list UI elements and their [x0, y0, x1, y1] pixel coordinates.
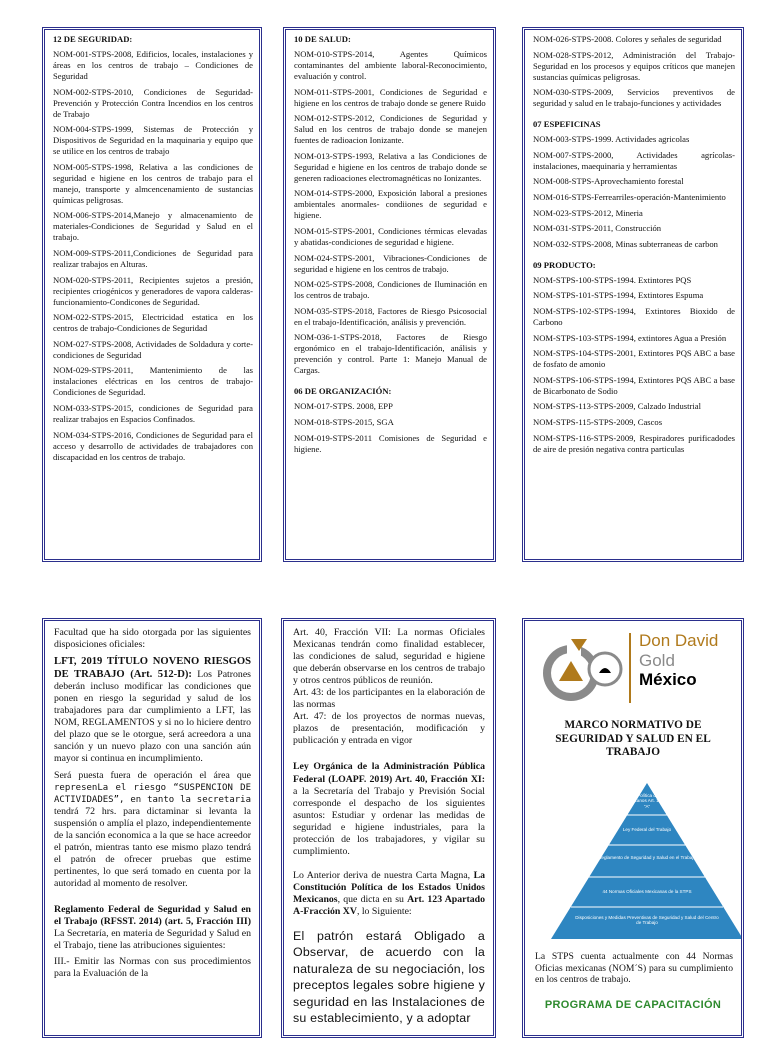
carta-c: , lo Siguiente: — [356, 905, 412, 917]
suspension-paragraph — [54, 770, 251, 891]
brand-line-2: Gold — [639, 650, 675, 670]
carta-b: , que dicta en su — [337, 893, 408, 905]
nom-producto-item: NOM-STPS-103-STPS-1994, extintores Agua a Presión — [533, 332, 727, 343]
panel-seguridad — [42, 27, 262, 562]
nom-producto-item: NOM-STPS-116-STPS-2009, Respiradores purificadodes de aire de presión negativa contra particulas — [533, 432, 735, 454]
loapf-text: a la Secretaría del Trabajo y Previsión Social corresponde el despacho de los siguientes asuntos: Estudiar y ordenar las medidas de seguridad e higiene industriales, para la protección de los trabajadores, y vigilar su cumplimiento. — [293, 785, 485, 857]
pyramid-level-5: Disposiciones y Medidas Preventivas de Seguridad y Salud del Centro de Trabajo — [575, 915, 719, 926]
nom-salud-item: NOM-013-STPS-1993, Relativa a las Condiciones de Seguridad e higiene en los centros de trabajo donde se generen radioaciones electromagnéticas no Ionizantes. — [294, 150, 487, 183]
nom-especifica-item: NOM-007-STPS-2000, Actividades agrícolas-instalaciones, maequinaria y herramientas — [533, 149, 735, 171]
program-title: PROGRAMA DE CAPACITACIÓN — [544, 999, 722, 1011]
heading-salud: 10 DE SALUD: — [294, 34, 351, 44]
nom-salud-item: NOM-012-STPS-2012, Condiciones de Seguridad y Salud en los centros de trabajo donde se manejen fuentes de radioacion Ionizante. — [294, 113, 487, 146]
nom-organizacion-item: NOM-028-STPS-2012, Administración del Trabajo-Seguridad en los procesos y equipos críticos que manejen sustancias químicas peligrosas. — [533, 49, 735, 82]
nom-producto-item: NOM-STPS-104-STPS-2001, Extintores PQS ABC a base de fosfato de amonio — [533, 348, 735, 370]
logo-emblem-icon — [537, 629, 637, 709]
nom-organizacion-item: NOM-019-STPS-2011 Comisiones de Seguridad e higiene. — [294, 432, 487, 454]
lft-title: LFT, 2019 TÍTULO NOVENO RIESGOS DE TRABAJO (Art. 512-D): — [54, 656, 251, 681]
nom-seguridad-item: NOM-005-STPS-1998, Relativa a las condiciones de seguridad e higiene en los centros de trabajo para el manejo, transporte y almcencenamiento de sustancias químicas peligrosas. — [53, 161, 253, 205]
intro-text: Facultad que ha sido otorgada por las siguientes disposiciones oficiales: — [54, 627, 251, 651]
nom-salud-item: NOM-024-STPS-2001, Vibraciones-Condiciones de seguridad e higiene en los centros de trabajo. — [294, 252, 487, 274]
panel-salud — [283, 27, 496, 562]
panel-especificas-producto — [522, 27, 744, 562]
heading-especificas: 07 ESPEFICINAS — [533, 119, 601, 130]
nom-especifica-item: NOM-031-STPS-2011, Construcción — [533, 223, 662, 234]
nom-seguridad-item: NOM-022-STPS-2015, Electricidad estatica en los centros de trabajo-Condiciones de Seguridad — [53, 312, 253, 334]
nom-producto-item: NOM-STPS-115-STPS-2009, Cascos — [533, 416, 663, 427]
panel-normas-oficiales — [281, 618, 496, 1038]
pyramid-level-1: Constitución Política de los Estados Unidos Mexicanos Art. 123, Apartado "A" — [609, 793, 685, 809]
loapf-title: Ley Orgánica de la Administración Pública Federal (LOAPF. 2019) Art. 40, Fracción XI: — [293, 761, 485, 785]
nom-salud-item: NOM-035-STPS-2018, Factores de Riesgo Psicosocial en el trabajo-Identificación, análisis y prevención. — [294, 305, 487, 327]
nom-producto-item: NOM-STPS-113-STPS-2009, Calzado Industrial — [533, 401, 701, 412]
nom-organizacion-item: NOM-026-STPS-2008. Colores y señales de seguridad — [533, 34, 722, 44]
pyramid-level-2: Ley Federal del Trabajo — [622, 827, 672, 832]
panel-facultad — [42, 618, 262, 1038]
company-logo — [537, 629, 732, 709]
heading-seguridad: 12 DE SEGURIDAD: — [53, 34, 133, 44]
nom-especifica-item: NOM-003-STPS-1999. Actividades agricolas — [533, 134, 690, 145]
nom-organizacion-item: NOM-018-STPS-2015, SGA — [294, 416, 394, 427]
nom-salud-item: NOM-014-STPS-2000, Exposición laboral a presiones ambientales anormales- condiiones de seguridad e higiene. — [294, 188, 487, 221]
nom-seguridad-item: NOM-004-STPS-1999, Sistemas de Protección y Dispositivos de Seguridad en la maquinaria y equipo que se utilice en los centros de trabajo — [53, 124, 253, 157]
suspension-b: represenLa el riesgo “SUSPENCION DE ACTIVIDADES”, en tanto la secretaria — [54, 782, 251, 805]
cover-title: MARCO NORMATIVO DE SEGURIDAD Y SALUD EN EL TRABAJO — [555, 719, 711, 759]
brand-line-1: Don David — [639, 631, 719, 650]
loapf-paragraph — [293, 761, 485, 857]
fraccion-text: III.- Emitir las Normas con sus procedimientos para la Evaluación de la — [54, 956, 251, 980]
nom-especifica-item: NOM-016-STPS-Ferrearriles-operación-Mantenimiento — [533, 191, 726, 202]
nom-seguridad-item: NOM-006-STPS-2014,Manejo y almacenamiento de materiales-Condiciones de Seguridad y Salud en el trabajo. — [53, 210, 253, 243]
nom-salud-item: NOM-011-STPS-2001, Condiciones de Seguridad e higiene en los centros de trabajo donde se genere Ruido — [294, 86, 487, 108]
patron-obligation-text: El patrón estará Obligado a Observar, de acuerdo con la naturaleza de su negociación, los preceptos legales sobre higiene y seguridad en las Instalaciones de su establecimiento, y a adoptar — [293, 929, 485, 1025]
brand-name — [639, 631, 718, 690]
nom-seguridad-item: NOM-002-STPS-2010, Condiciones de Seguridad-Prevención y Protección Contra Incendios en los centros de Trabajo — [53, 86, 253, 119]
art47-text: Art. 47: de los proyectos de normas nuevas, plazos de presentación, modificación y publicación y entrada en vigor — [293, 711, 485, 747]
nom-producto-item: NOM-STPS-102-STPS-1994, Extintores Bioxido de Carbono — [533, 305, 735, 327]
heading-organizacion: 06 DE ORGANIZACIÓN: — [294, 386, 392, 397]
nom-organizacion-item: NOM-030-STPS-2009, Servicios preventivos de seguridad y salud en le trabajo-funciones y actividades — [533, 87, 735, 109]
nom-salud-item: NOM-036-1-STPS-2018, Factores de Riesgo ergonómico en el trabajo-Identificación, análisis y prevención y control. Parte 1: Manejo Manual de Cargas. — [294, 332, 487, 376]
nom-salud-item: NOM-015-STPS-2001, Condiciones térmicas elevadas y abatidas-condiciones de seguridad e higiene. — [294, 225, 487, 247]
reglamento-paragraph — [54, 904, 251, 952]
nom-seguridad-item: NOM-027-STPS-2008, Actividades de Soldadura y corte- condiciones de Seguridad — [53, 338, 253, 360]
nom-producto-item: NOM-STPS-100-STPS-1994. Extintores PQS — [533, 274, 692, 285]
nom-seguridad-item: NOM-034-STPS-2016, Condiciones de Seguridad para el acceso y desarrollo de actividades de trabajadores con discapacidad en los centros de trabajo. — [53, 429, 253, 462]
nom-especifica-item: NOM-008-STPS-Aprovechamiento forestal — [533, 176, 684, 187]
nom-organizacion-item: NOM-017-STPS. 2008, EPP — [294, 401, 393, 412]
panel-cover — [522, 618, 744, 1038]
normative-pyramid — [547, 781, 744, 941]
heading-producto: 09 PRODUCTO: — [533, 259, 596, 270]
pyramid-level-3: Reglamento de Seguridad y Salud en el Trabajo — [598, 855, 696, 860]
nom-producto-item: NOM-STPS-106-STPS-1994, Extintores PQS ABC a base de Bicarbonato de Sodio — [533, 374, 735, 396]
art43-text: Art. 43: de los participantes en la elaboración de las normas — [293, 687, 485, 711]
nom-salud-item: NOM-025-STPS-2008, Condiciones de Iluminación en los centros de trabajo. — [294, 279, 487, 301]
art40-text: Art. 40, Fracción VII: La normas Oficiales Mexicanas tendrán como finalidad establecer, las condiciones de salud, seguridad e higiene que deberán observarse en los centros de trabajo y otros centros públicos de reunión. — [293, 627, 485, 687]
suspension-a: Será puesta fuera de operación el área que — [54, 769, 251, 781]
lft-paragraph — [54, 655, 251, 765]
nom-seguridad-item: NOM-001-STPS-2008, Edificios, locales, instalaciones y áreas en los centros de trabajo – Condiciones de Seguridad — [53, 49, 253, 81]
carta-paragraph — [293, 870, 485, 918]
nom-seguridad-item: NOM-033-STPS-2015, condiciones de Seguridad para realizar trabajos en Espacios Confinados. — [53, 402, 253, 424]
nom-producto-item: NOM-STPS-101-STPS-1994, Extintores Espuma — [533, 290, 704, 301]
brand-line-3: México — [639, 670, 697, 690]
pyramid-level-4: 44 Normas Oficiales Mexicanas de la STPS — [602, 889, 692, 894]
carta-a: Lo Anterior deriva de nuestra Carta Magna, — [293, 869, 474, 881]
nom-seguridad-item: NOM-020-STPS-2011, Recipientes sujetos a presión, recipientes criogénicos y generadores de vapora calderas- funcionamiento-Condicones de Seguridad. — [53, 274, 253, 307]
nom-especifica-item: NOM-032-STPS-2008, Minas subterraneas de carbon — [533, 238, 718, 249]
lft-text: Los Patrones deberán incluso modificar las condiciones que ponen en riesgo la seguridad y salud de los trabajadores para dar cumplimiento a LFT, las NOM, REGLAMENTOS y si no lo hiciere dentro del plazo que se le otorgue, será acreedora a una sanción y un nuevo plazo con una sanción aún mayor si continua en incumplimiento. — [54, 669, 251, 765]
nom-seguridad-item: NOM-009-STPS-2011,Condiciones de Seguridad para realizar trabajos en Alturas. — [53, 247, 253, 269]
nom-salud-item: NOM-010-STPS-2014, Agentes Químicos contaminantes del ambiente laboral-Reconocimiento, evaluación y control. — [294, 49, 487, 81]
suspension-c: tendrá 72 hrs. para dictaminar si levanta la suspensión o amplía el plazo, independientemente de la sanción economica a la que se hace acreedor el patrón, mientras tanto ese mismo plazo tendrá el patrón de ofrecer pruebas que estime pertinentes, lo que será tomado en cuenta por la autoridad al momento de resolver. — [54, 805, 251, 889]
reglamento-text: La Secretaría, en materia de Seguridad y Salud en el Trabajo, tiene las atribuciones siguientes: — [54, 928, 251, 952]
stps-count-text: La STPS cuenta actualmente con 44 Normas Oficias mexicanas (NOM´S) para su cumplimiento en los centros de trabajo. — [535, 951, 733, 986]
nom-especifica-item: NOM-023-STPS-2012, Mineria — [533, 207, 643, 218]
nom-seguridad-item: NOM-029-STPS-2011, Mantenimiento de las instalaciones eléctricas en los centros de trabajo- Condiciones de Seguridad. — [53, 365, 253, 398]
reglamento-title: Reglamento Federal de Seguridad y Salud en el Trabajo (RFSST. 2014) (art. 5, Fracción III) — [54, 904, 251, 928]
carta-articulo: Art. 123 Apartado A-Fracción XV — [293, 893, 486, 917]
carta-constitucion: La Constitución Política de los Estados Unidos Mexicanos — [293, 869, 485, 905]
